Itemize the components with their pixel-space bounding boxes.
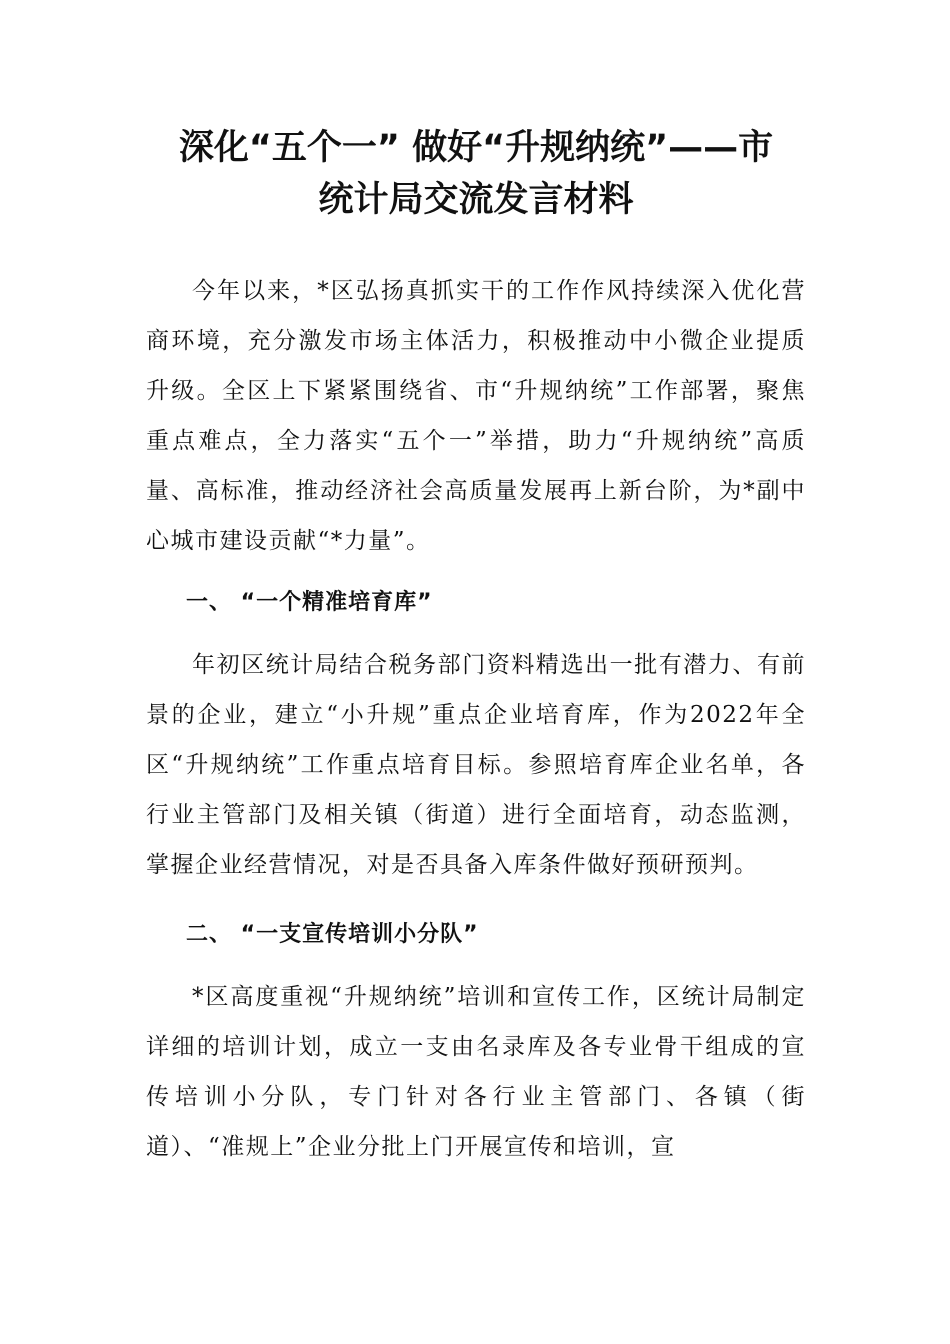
title-spacer (146, 226, 806, 266)
section-1-paragraph: 年初区统计局结合税务部门资料精选出一批有潜力、有前景的企业，建立“小升规”重点企业培育库，作为2022年全区“升规纳统”工作重点培育目标。参照培育库企业名单，各行业主管部门及相关镇（街道）进行全面培育，动态监测，掌握企业经营情况，对是否具备入库条件做好预研预判。 (146, 652, 806, 878)
intro-paragraph: 今年以来，*区弘扬真抓实干的工作作风持续深入优化营商环境，充分激发市场主体活力，积极推动中小微企业提质升级。全区上下紧紧围绕省、市“升规纳统”工作部署，聚焦重点难点，全力落实“五个一”举措，助力“升规纳统”高质量、高标准，推动经济社会高质量发展再上新台阶，为*副中心城市建设贡献“*力量”。 (146, 278, 806, 554)
section-1-heading: 一、 “一个精准培育库” (186, 590, 433, 615)
section-2-heading: 二、 “一支宣传培训小分队” (186, 922, 479, 947)
section-2-paragraph: *区高度重视“升规纳统”培训和宣传工作，区统计局制定详细的培训计划，成立一支由名录库及各专业骨干组成的宣传培训小分队，专门针对各行业主管部门、各镇（街道）、“准规上”企业分批上门开展宣传和培训，宣 (146, 984, 806, 1160)
title-line-1: 深化“五个一” 做好“升规纳统”——市 (178, 128, 774, 168)
document-page (146, 122, 806, 1172)
title-line-2: 统计局交流发言材料 (318, 180, 634, 220)
document-title (146, 122, 806, 226)
